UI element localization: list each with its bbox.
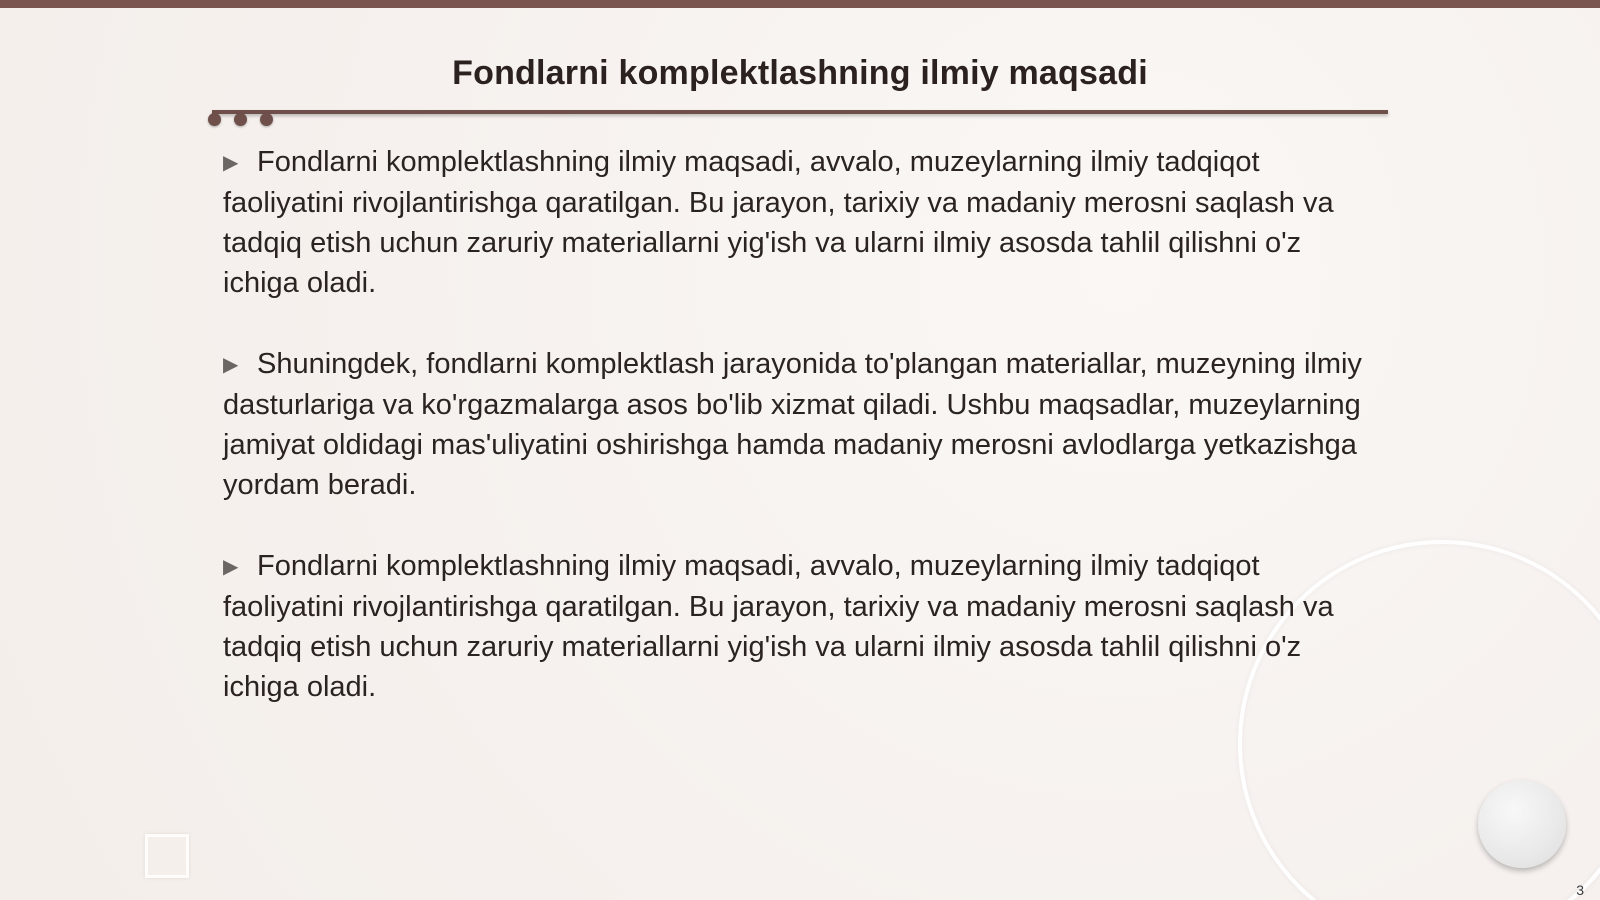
decorative-square bbox=[145, 834, 189, 878]
title-underline bbox=[212, 110, 1388, 114]
triangle-right-icon: ▶ bbox=[223, 556, 239, 578]
underline-dot bbox=[208, 113, 221, 126]
bullet-text: Shuningdek, fondlarni komplektlash jarayonida to'plangan materiallar, muzeyning ilmiy dasturlariga va ko'rgazmalarga asos bo'lib xizmat qiladi. Ushbu maqsadlar, muzeylarning jamiyat oldidagi mas'uliyatini oshirishga hamda madaniy merosni avlodlarga yetkazishga yordam beradi. bbox=[223, 348, 1362, 501]
underline-dot bbox=[234, 113, 247, 126]
bullet-item bbox=[223, 142, 1373, 303]
bullet-item bbox=[223, 546, 1373, 707]
top-accent-bar bbox=[0, 0, 1600, 8]
bullet-text: Fondlarni komplektlashning ilmiy maqsadi, avvalo, muzeylarning ilmiy tadqiqot faoliyatini rivojlantirishga qaratilgan. Bu jarayon, tarixiy va madaniy merosni saqlash va tadqiq etish uchun zaruriy materiallarni yig'ish va ularni ilmiy asosda tahlil qilishni o'z ichiga oladi. bbox=[223, 146, 1334, 299]
triangle-right-icon: ▶ bbox=[223, 354, 239, 376]
triangle-right-icon: ▶ bbox=[223, 152, 239, 174]
decorative-circle bbox=[1478, 780, 1566, 868]
underline-dot bbox=[260, 113, 273, 126]
bullet-item bbox=[223, 344, 1373, 505]
bullet-text: Fondlarni komplektlashning ilmiy maqsadi, avvalo, muzeylarning ilmiy tadqiqot faoliyatini rivojlantirishga qaratilgan. Bu jarayon, tarixiy va madaniy merosni saqlash va tadqiq etish uchun zaruriy materiallarni yig'ish va ularni ilmiy asosda tahlil qilishni o'z ichiga oladi. bbox=[223, 550, 1334, 703]
slide-number: 3 bbox=[1576, 882, 1584, 898]
bullet-list bbox=[223, 142, 1373, 748]
slide-title: Fondlarni komplektlashning ilmiy maqsadi bbox=[452, 54, 1148, 92]
